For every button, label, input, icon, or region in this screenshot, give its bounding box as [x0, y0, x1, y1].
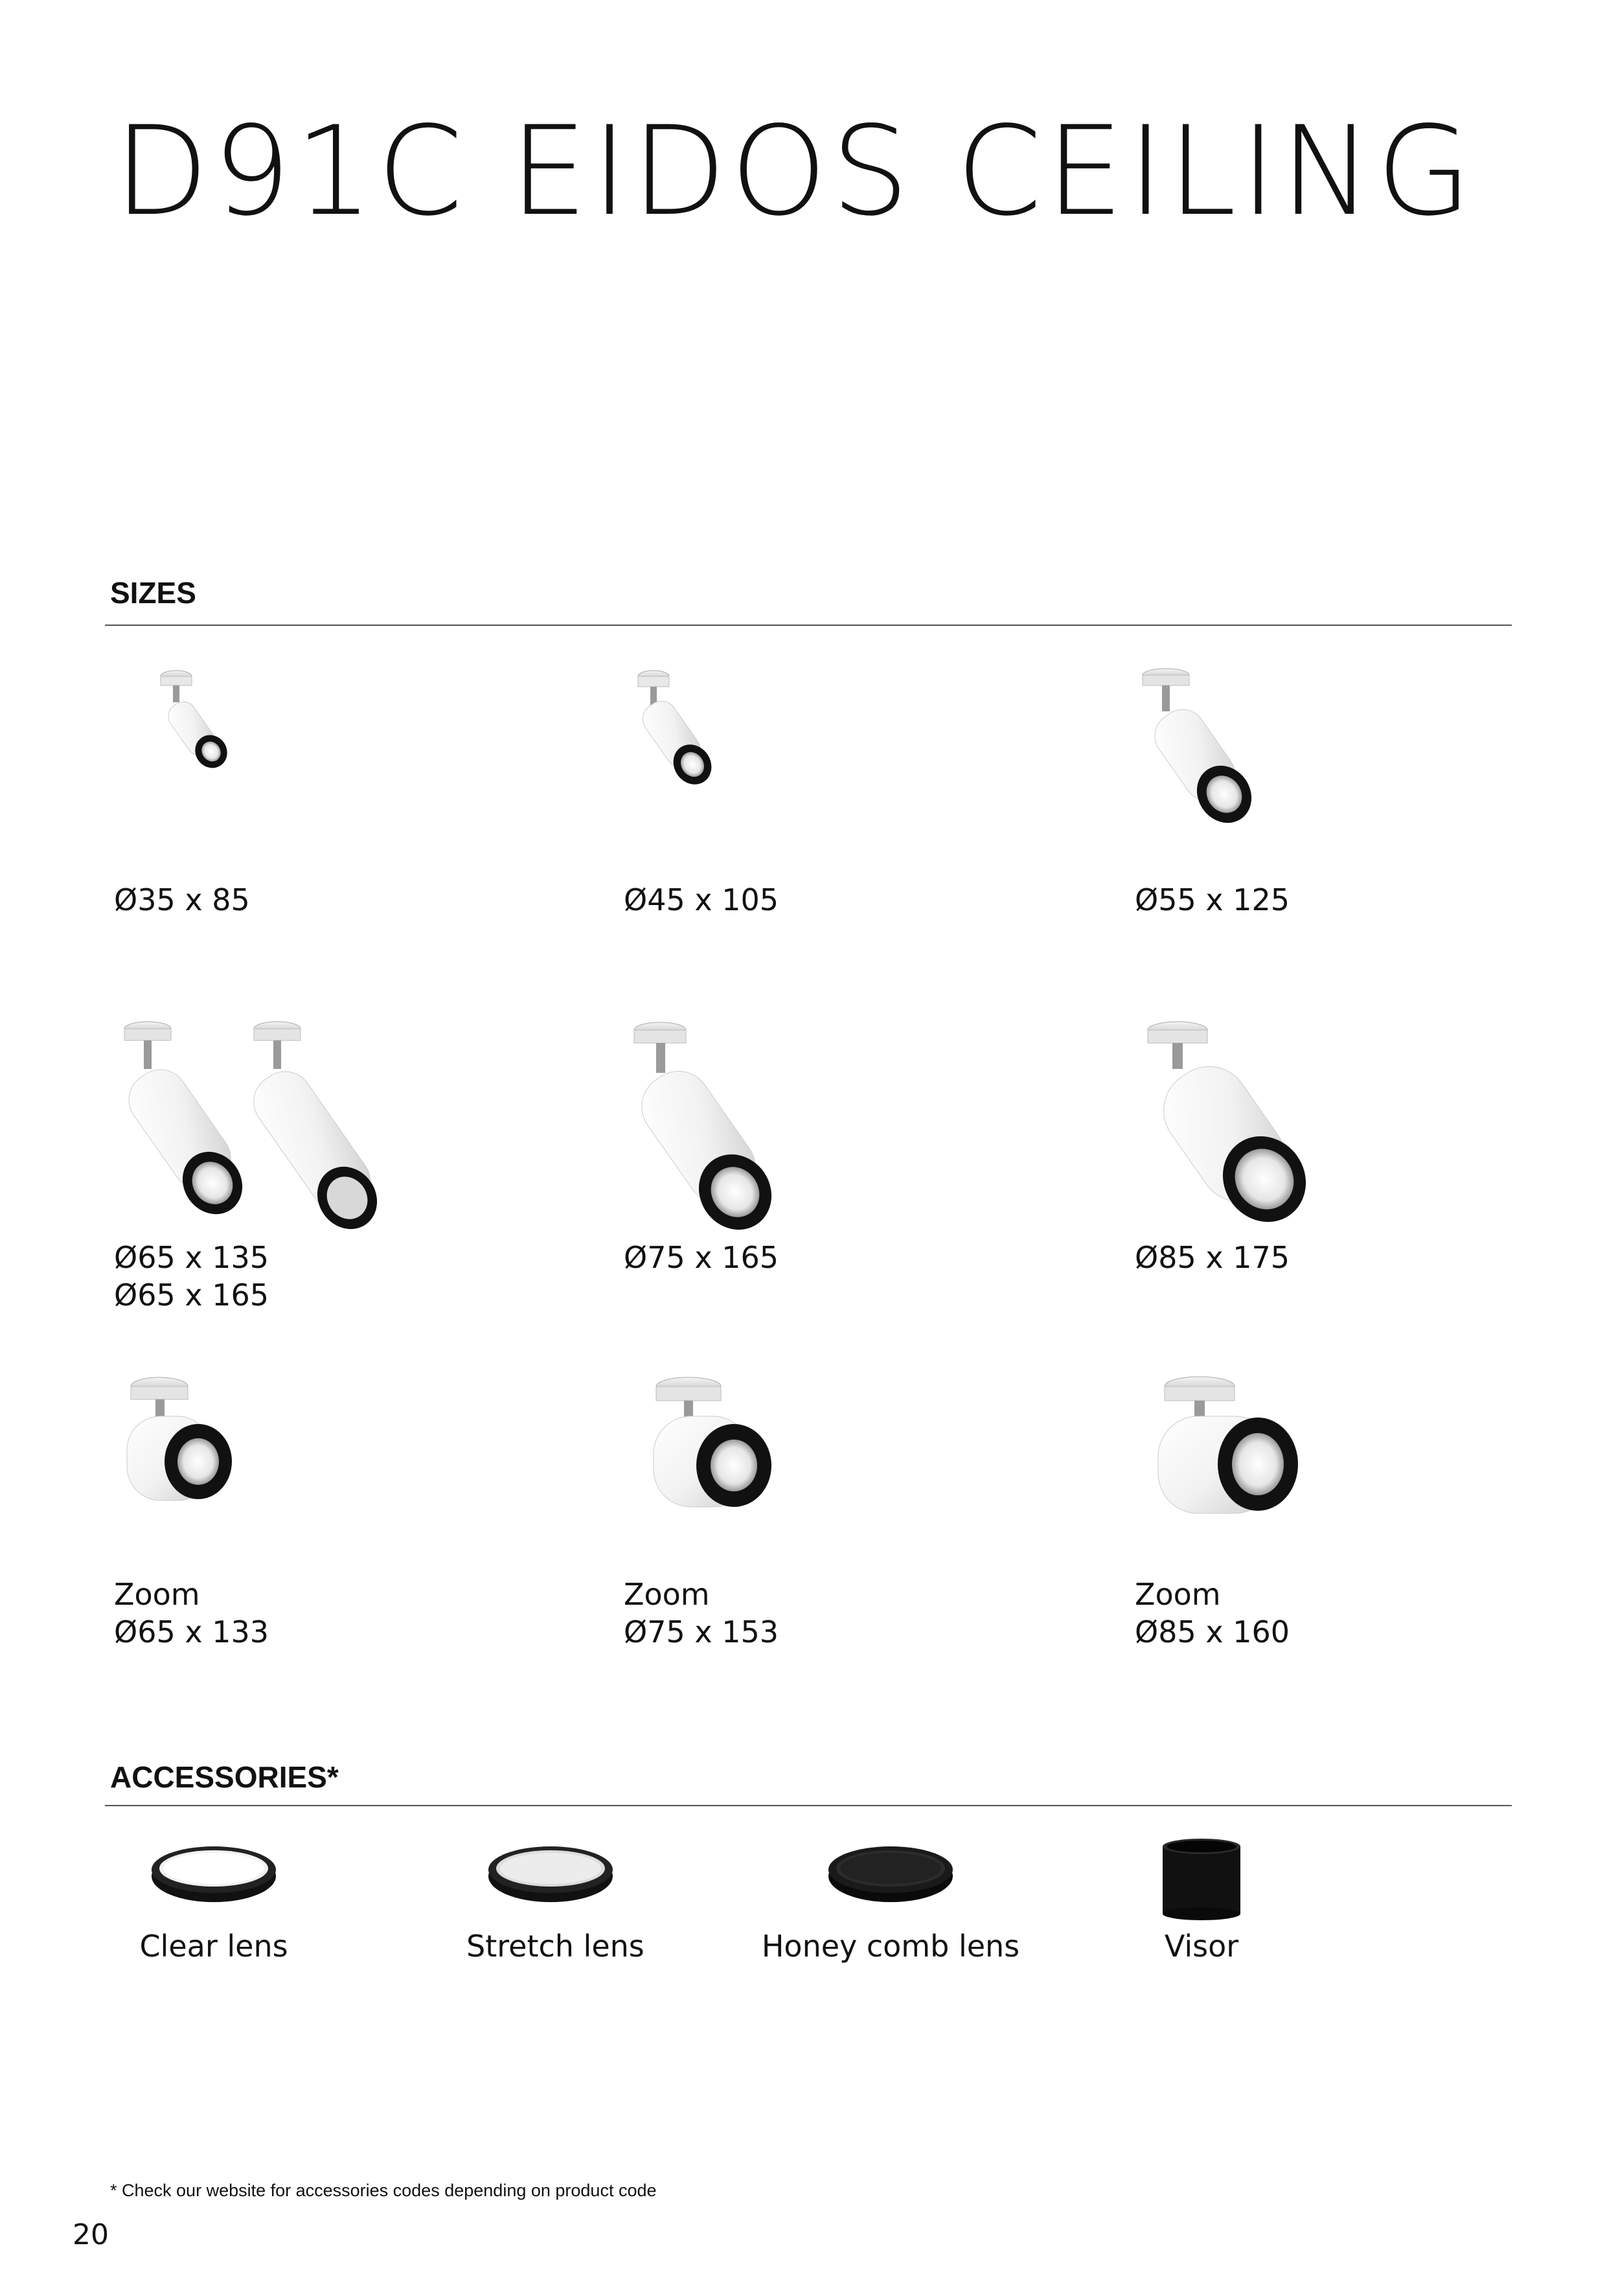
accessory-label: Clear lens — [139, 1929, 288, 1964]
spotlight-pair-icon — [114, 1020, 386, 1234]
clear-lens-icon — [149, 1840, 279, 1911]
size-label: Ø85 x 175 — [1135, 1240, 1290, 1275]
accessories-heading: ACCESSORIES* — [110, 1760, 339, 1794]
sizes-heading: SIZES — [110, 576, 196, 610]
zoom-spotlight-icon — [114, 1375, 256, 1524]
accessory-visor — [1127, 1837, 1276, 1965]
accessories-divider — [105, 1805, 1512, 1806]
size-label: Ø45 x 105 — [624, 882, 779, 917]
spotlight-small-icon — [624, 667, 753, 797]
sizes-divider — [105, 625, 1512, 626]
size-label: Ø75 x 153 — [624, 1614, 779, 1649]
accessory-stretch-lens — [466, 1840, 644, 1965]
accessory-label: Stretch lens — [466, 1929, 644, 1964]
visor-icon — [1159, 1837, 1244, 1922]
size-label: Ø65 x 133 — [114, 1614, 269, 1649]
spotlight-large-icon — [1135, 1020, 1329, 1234]
honeycomb-lens-icon — [826, 1840, 955, 1911]
size-label: Ø65 x 135 — [114, 1240, 269, 1275]
size-item-65x135-165 — [114, 1020, 567, 1314]
size-label: Ø65 x 165 — [114, 1278, 269, 1313]
size-item-zoom-75x153 — [624, 1375, 1077, 1651]
size-item-75x165 — [624, 1020, 1077, 1276]
size-label: Zoom — [1135, 1577, 1221, 1612]
accessory-label: Honey comb lens — [761, 1929, 1020, 1964]
footnote: * Check our website for accessories codes depending on product code — [110, 2181, 657, 2200]
page-number: 20 — [73, 2218, 109, 2251]
accessory-label: Visor — [1164, 1929, 1239, 1964]
size-label: Zoom — [624, 1577, 710, 1612]
zoom-spotlight-icon — [1135, 1375, 1303, 1530]
size-label: Zoom — [114, 1577, 200, 1612]
size-item-zoom-85x160 — [1135, 1375, 1588, 1651]
spotlight-large-icon — [624, 1020, 792, 1234]
size-item-45x105 — [624, 667, 1077, 919]
page-title: D91C EIDOS CEILING — [114, 100, 1476, 243]
accessory-clear-lens — [130, 1840, 298, 1965]
zoom-spotlight-icon — [624, 1375, 779, 1524]
size-label: Ø85 x 160 — [1135, 1614, 1290, 1649]
spotlight-small-icon — [114, 667, 244, 784]
size-item-35x85 — [114, 667, 567, 919]
size-label: Ø35 x 85 — [114, 882, 250, 917]
size-label: Ø55 x 125 — [1135, 882, 1290, 917]
stretch-lens-icon — [486, 1840, 615, 1911]
size-item-zoom-65x133 — [114, 1375, 567, 1651]
size-item-85x175 — [1135, 1020, 1588, 1276]
spotlight-medium-icon — [1135, 667, 1277, 829]
accessory-honeycomb-lens — [758, 1840, 1023, 1965]
size-item-55x125 — [1135, 667, 1588, 919]
size-label: Ø75 x 165 — [624, 1240, 779, 1275]
